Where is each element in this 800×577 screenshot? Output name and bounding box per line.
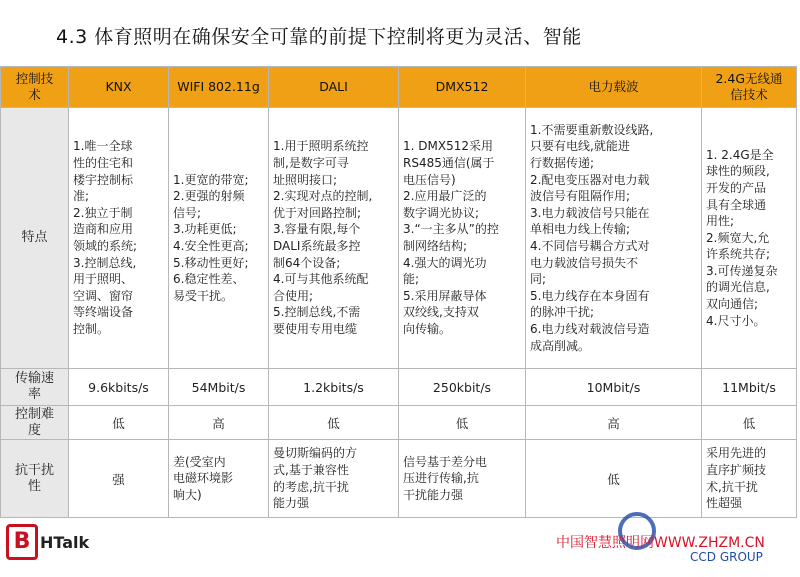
text-line: 特点: [21, 230, 48, 245]
text-line: 1.更宽的带宽;: [173, 172, 249, 187]
text-line: 2.应用最广泛的: [403, 189, 487, 204]
text-line: 领域的系统;: [73, 239, 138, 253]
text-line: 控制。: [73, 321, 110, 336]
text-line: 单相电力线上传输;: [530, 222, 631, 237]
text-line: 能;: [403, 272, 420, 287]
text-line: 率: [27, 387, 41, 402]
difficulty-cell-dali: 低: [269, 406, 399, 440]
interference-cell-24g: [702, 440, 797, 518]
text-line: 用性;: [706, 214, 735, 229]
rate-cell-knx: 9.6kbits/s: [69, 369, 169, 406]
interference-cell-wifi: [169, 440, 269, 518]
text-line: 低: [607, 471, 620, 487]
text-line: 1.唯一全球: [73, 139, 133, 154]
logo-text: HTalk: [40, 532, 90, 552]
text-line: 2.更强的射频: [173, 189, 245, 204]
text-line: 信号;: [173, 205, 202, 220]
text-line: 4.可与其他系统配: [273, 272, 369, 287]
text-line: 制网络结构;: [403, 239, 468, 253]
watermark-text: 中国智慧照明网WWW.ZHZM.CN: [556, 535, 765, 551]
text-line: 2.配电变压器对电力载: [530, 172, 650, 187]
text-line: 行数据传递;: [530, 156, 595, 171]
comparison-table: [0, 66, 797, 518]
interference-cell-plc: [526, 440, 702, 518]
column-header-wifi: [169, 67, 269, 108]
text-line: 1.用于照明系统控: [273, 139, 369, 154]
table-row-interference: [1, 440, 797, 518]
text-line: 性超强: [706, 496, 743, 511]
text-line: 2.独立于制: [73, 205, 133, 220]
text-line: 电力载波信号损失不: [530, 255, 639, 270]
table-row-difficulty: [1, 406, 797, 440]
text-line: 向传输。: [403, 321, 452, 336]
text-line: 球性的频段,: [706, 164, 770, 179]
text-line: 4.安全性更高;: [173, 239, 249, 253]
text-line: 波信号有阻隔作用;: [530, 189, 631, 204]
column-header-plc: [526, 67, 702, 108]
text-line: 3.电力载波信号只能在: [530, 205, 650, 220]
text-line: 术: [28, 87, 41, 102]
text-line: 用于照明、: [73, 272, 134, 287]
text-line: 优于对回路控制;: [273, 205, 362, 220]
text-line: 3.功耗更低;: [173, 222, 237, 237]
text-line: 性: [27, 478, 41, 494]
row-header-difficulty: [1, 406, 69, 440]
interference-cell-dmx512: [399, 440, 526, 518]
text-line: 等终端设备: [73, 305, 134, 320]
text-line: 许系统共存;: [706, 247, 771, 262]
row-header-features: [1, 108, 69, 369]
text-line: 只要有电线,就能进: [530, 139, 630, 154]
feature-cell-wifi: [169, 108, 269, 369]
text-line: 3.“一主多从”的控: [403, 222, 499, 237]
difficulty-cell-wifi: 高: [169, 406, 269, 440]
logo-letter: B: [6, 524, 38, 560]
text-line: 准;: [73, 189, 90, 204]
text-line: 同;: [530, 272, 547, 287]
text-line: 的考虑,抗干扰: [273, 479, 349, 494]
text-line: 1. 2.4G是全: [706, 147, 774, 162]
text-line: 造商和应用: [73, 222, 134, 237]
text-line: 直序扩频技: [706, 462, 767, 477]
text-line: 2.4G无线通: [715, 71, 783, 86]
column-header-24g: [702, 67, 797, 108]
text-line: 性的住宅和: [73, 156, 134, 171]
text-line: 3.容量有限,每个: [273, 222, 361, 237]
column-header-knx: [69, 67, 169, 108]
text-line: 双绞线,支持双: [403, 305, 479, 320]
text-line: 制64个设备;: [273, 255, 341, 270]
text-line: 数字调光协议;: [403, 205, 480, 220]
text-line: 5.移动性更好;: [173, 255, 249, 270]
text-line: 楼宇控制标: [73, 172, 134, 187]
text-line: 能力强: [273, 496, 310, 511]
text-line: 制,是数字可寻: [273, 156, 349, 171]
feature-cell-dali: [269, 108, 399, 369]
difficulty-cell-dmx512: 低: [399, 406, 526, 440]
text-line: 压进行传输,抗: [403, 471, 479, 486]
text-line: 传输速: [14, 371, 54, 386]
rate-cell-24g: 11Mbit/s: [702, 369, 797, 406]
text-line: 2.实现对点的控制,: [273, 189, 373, 204]
text-line: 控制技: [15, 71, 54, 86]
text-line: 开发的产品: [706, 180, 767, 195]
text-line: 电力载波: [588, 79, 639, 94]
text-line: 电磁环境影: [173, 471, 234, 486]
text-line: 信技术: [730, 87, 768, 102]
text-line: 4.不同信号耦合方式对: [530, 239, 650, 253]
row-header-rate: [1, 369, 69, 406]
rate-cell-plc: 10Mbit/s: [526, 369, 702, 406]
rate-cell-dmx512: 250kbit/s: [399, 369, 526, 406]
row-header-interference: [1, 440, 69, 518]
text-line: 5.控制总线,不需: [273, 305, 361, 320]
text-line: 电压信号): [403, 172, 456, 187]
text-line: 的调光信息,: [706, 280, 770, 295]
text-line: 式,基于兼容性: [273, 462, 349, 477]
text-line: 合使用;: [273, 288, 314, 303]
text-line: 4.强大的调光功: [403, 255, 487, 270]
text-line: WIFI 802.11g: [177, 79, 260, 94]
text-line: 址照明接口;: [273, 172, 338, 187]
text-line: 术,抗干扰: [706, 479, 758, 494]
rate-cell-dali: 1.2kbits/s: [269, 369, 399, 406]
text-line: 度: [27, 422, 41, 438]
text-line: 的脉冲干扰;: [530, 305, 595, 320]
corner-header: [1, 67, 69, 108]
text-line: 成高削减。: [530, 338, 591, 353]
rate-cell-wifi: 54Mbit/s: [169, 369, 269, 406]
text-line: 1. DMX512采用: [403, 139, 493, 154]
text-line: 空调、窗帘: [73, 288, 134, 303]
header-row: [1, 67, 797, 108]
text-line: 干扰能力强: [403, 487, 464, 502]
bhtalk-logo: [6, 524, 89, 560]
text-line: 3.可传递复杂: [706, 263, 778, 278]
text-line: KNX: [105, 79, 132, 94]
difficulty-cell-24g: 低: [702, 406, 797, 440]
text-line: DALI: [319, 79, 348, 94]
text-line: DMX512: [435, 79, 489, 94]
text-line: 曼切斯编码的方: [273, 446, 358, 461]
text-line: 2.频宽大,允: [706, 230, 770, 245]
interference-cell-dali: [269, 440, 399, 518]
text-line: 1.不需要重新敷设线路,: [530, 122, 654, 137]
interference-cell-knx: [69, 440, 169, 518]
text-line: 差(受室内: [173, 454, 226, 469]
feature-cell-24g: [702, 108, 797, 369]
page-title: 4.3 体育照明在确保安全可靠的前提下控制将更为灵活、智能: [56, 26, 582, 48]
text-line: 信号基于差分电: [403, 454, 488, 469]
text-line: 6.稳定性差、: [173, 272, 245, 287]
table-row-rate: [1, 369, 797, 406]
text-line: 响大): [173, 487, 202, 502]
difficulty-cell-plc: 高: [526, 406, 702, 440]
text-line: 采用先进的: [706, 446, 767, 461]
column-header-dmx512: [399, 67, 526, 108]
feature-cell-dmx512: [399, 108, 526, 369]
text-line: 4.尺寸小。: [706, 313, 766, 328]
table-row-features: [1, 108, 797, 369]
text-line: 要使用专用电缆: [273, 321, 358, 336]
text-line: 3.控制总线,: [73, 255, 137, 270]
text-line: 具有全球通: [706, 197, 767, 212]
text-line: DALI系统最多控: [273, 239, 361, 253]
text-line: 5.采用屏蔽导体: [403, 288, 487, 303]
text-line: 双向通信;: [706, 297, 759, 312]
column-header-dali: [269, 67, 399, 108]
ccd-group-text: CCD GROUP: [690, 550, 763, 564]
text-line: RS485通信(属于: [403, 156, 495, 171]
feature-cell-knx: [69, 108, 169, 369]
feature-cell-plc: [526, 108, 702, 369]
text-line: 抗干扰: [14, 462, 54, 478]
text-line: 6.电力线对载波信号造: [530, 321, 650, 336]
text-line: 强: [112, 471, 125, 487]
text-line: 5.电力线存在本身固有: [530, 288, 650, 303]
text-line: 易受干扰。: [173, 288, 234, 303]
difficulty-cell-knx: 低: [69, 406, 169, 440]
text-line: 控制难: [14, 406, 54, 422]
